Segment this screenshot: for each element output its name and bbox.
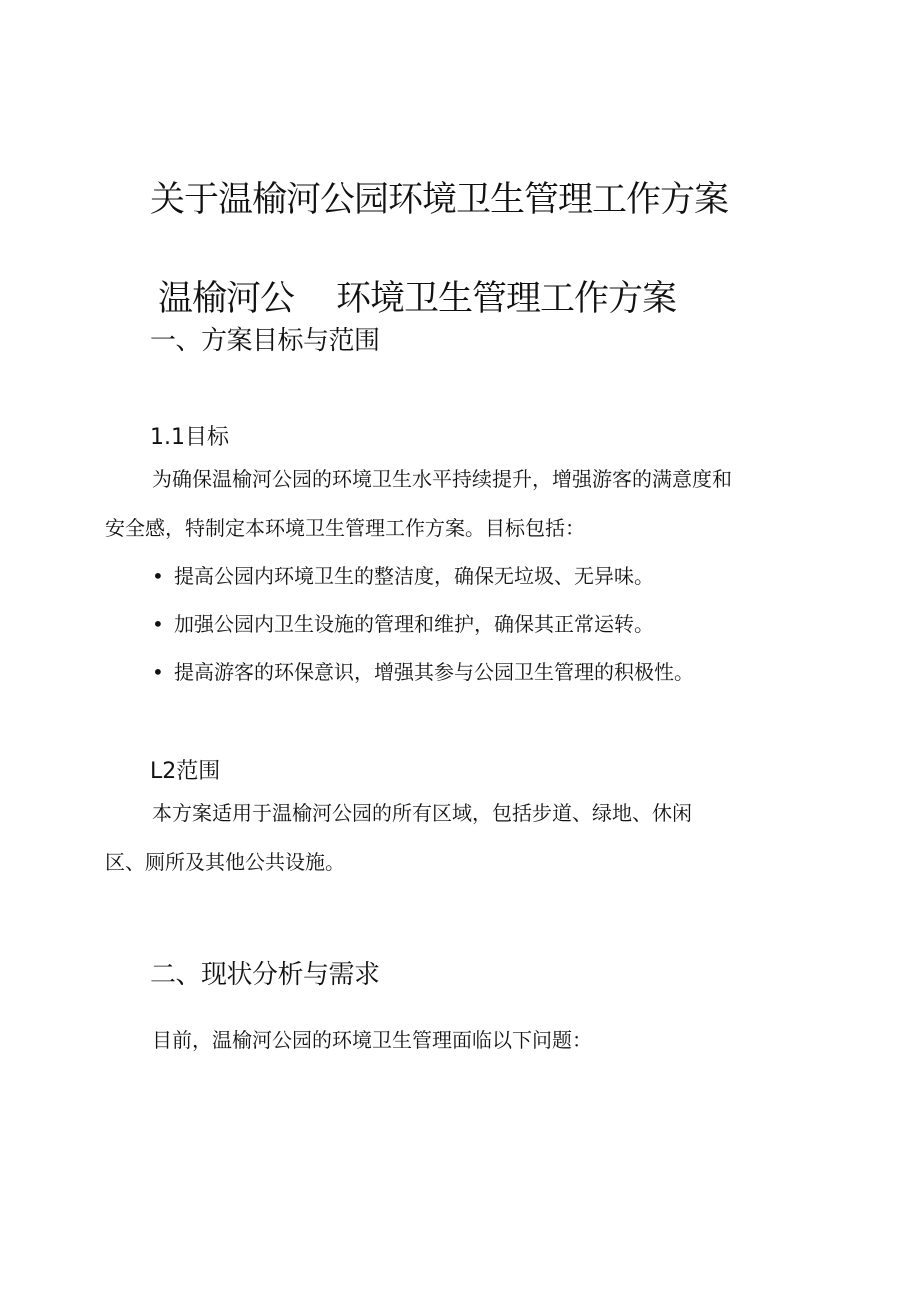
goal-bullet-item: [152, 614, 654, 634]
scope-paragraph-line-1: 本方案适用于温榆河公园的所有区域，包括步道、绿地、休闲: [152, 801, 692, 825]
goal-bullet-item: [152, 566, 654, 586]
bullet-icon: •: [152, 564, 164, 588]
section-1-heading: 一、方案目标与范围: [150, 326, 380, 356]
scope-paragraph-line-2: 区、厕所及其他公共设施。: [105, 850, 345, 874]
bullet-text: 加强公园内卫生设施的管理和维护，确保其正常运转。: [174, 612, 654, 636]
section-2-heading: 二、现状分析与需求: [150, 960, 380, 990]
goal-bullet-item: [152, 662, 694, 682]
subtitle-part-1: 温榆河公: [158, 279, 295, 319]
document-title: 关于温榆河公园环境卫生管理工作方案: [150, 180, 729, 220]
bullet-text: 提高公园内环境卫生的整洁度，确保无垃圾、无异味。: [174, 564, 654, 588]
goal-paragraph-line-1: 为确保温榆河公园的环境卫生水平持续提升，增强游客的满意度和: [152, 467, 732, 491]
subsection-1-2-heading: L2范围: [150, 759, 221, 784]
document-subtitle: [158, 271, 676, 321]
subtitle-part-2: 环境卫生管理工作方案: [336, 279, 677, 319]
goal-paragraph-line-2: 安全感，特制定本环境卫生管理工作方案。目标包括：: [105, 516, 585, 540]
status-paragraph-line-1: 目前，温榆河公园的环境卫生管理面临以下问题：: [152, 1028, 592, 1052]
bullet-text: 提高游客的环保意识，增强其参与公园卫生管理的积极性。: [174, 660, 694, 684]
subsection-1-1-heading: 1.1目标: [150, 425, 229, 450]
bullet-icon: •: [152, 660, 164, 684]
bullet-icon: •: [152, 612, 164, 636]
